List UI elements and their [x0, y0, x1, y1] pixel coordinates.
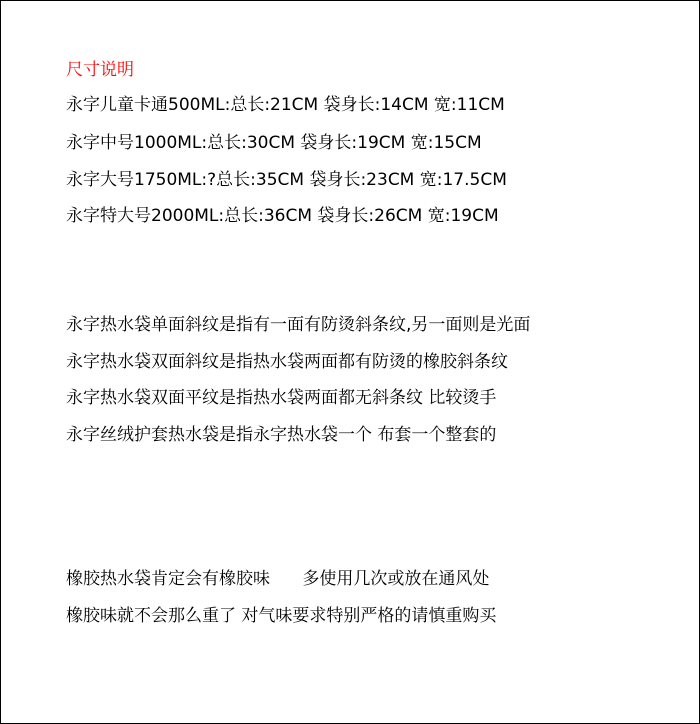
description-single-side-twill: 永字热水袋单面斜纹是指有一面有防烫斜条纹,另一面则是光面	[66, 315, 531, 335]
size-spec-medium-1000ml: 永字中号1000ML:总长:30CM 袋身长:19CM 宽:15CM	[66, 133, 482, 153]
description-double-side-plain: 永字热水袋双面平纹是指热水袋两面都无斜条纹 比较烫手	[66, 388, 497, 408]
size-spec-xlarge-2000ml: 永字特大号2000ML:总长:36CM 袋身长:26CM 宽:19CM	[66, 206, 499, 226]
size-spec-children-500ml: 永字儿童卡通500ML:总长:21CM 袋身长:14CM 宽:11CM	[66, 95, 505, 115]
note-smell-caution: 橡胶味就不会那么重了 对气味要求特别严格的请慎重购买	[66, 606, 497, 626]
note-rubber-smell: 橡胶热水袋肯定会有橡胶味 多使用几次或放在通风处	[66, 569, 490, 589]
size-spec-large-1750ml: 永字大号1750ML:?总长:35CM 袋身长:23CM 宽:17.5CM	[66, 170, 507, 190]
size-section-title: 尺寸说明	[66, 60, 134, 80]
description-velvet-cover-set: 永字丝绒护套热水袋是指永字热水袋一个 布套一个整套的	[66, 425, 497, 445]
description-double-side-twill: 永字热水袋双面斜纹是指热水袋两面都有防烫的橡胶斜条纹	[66, 352, 508, 372]
